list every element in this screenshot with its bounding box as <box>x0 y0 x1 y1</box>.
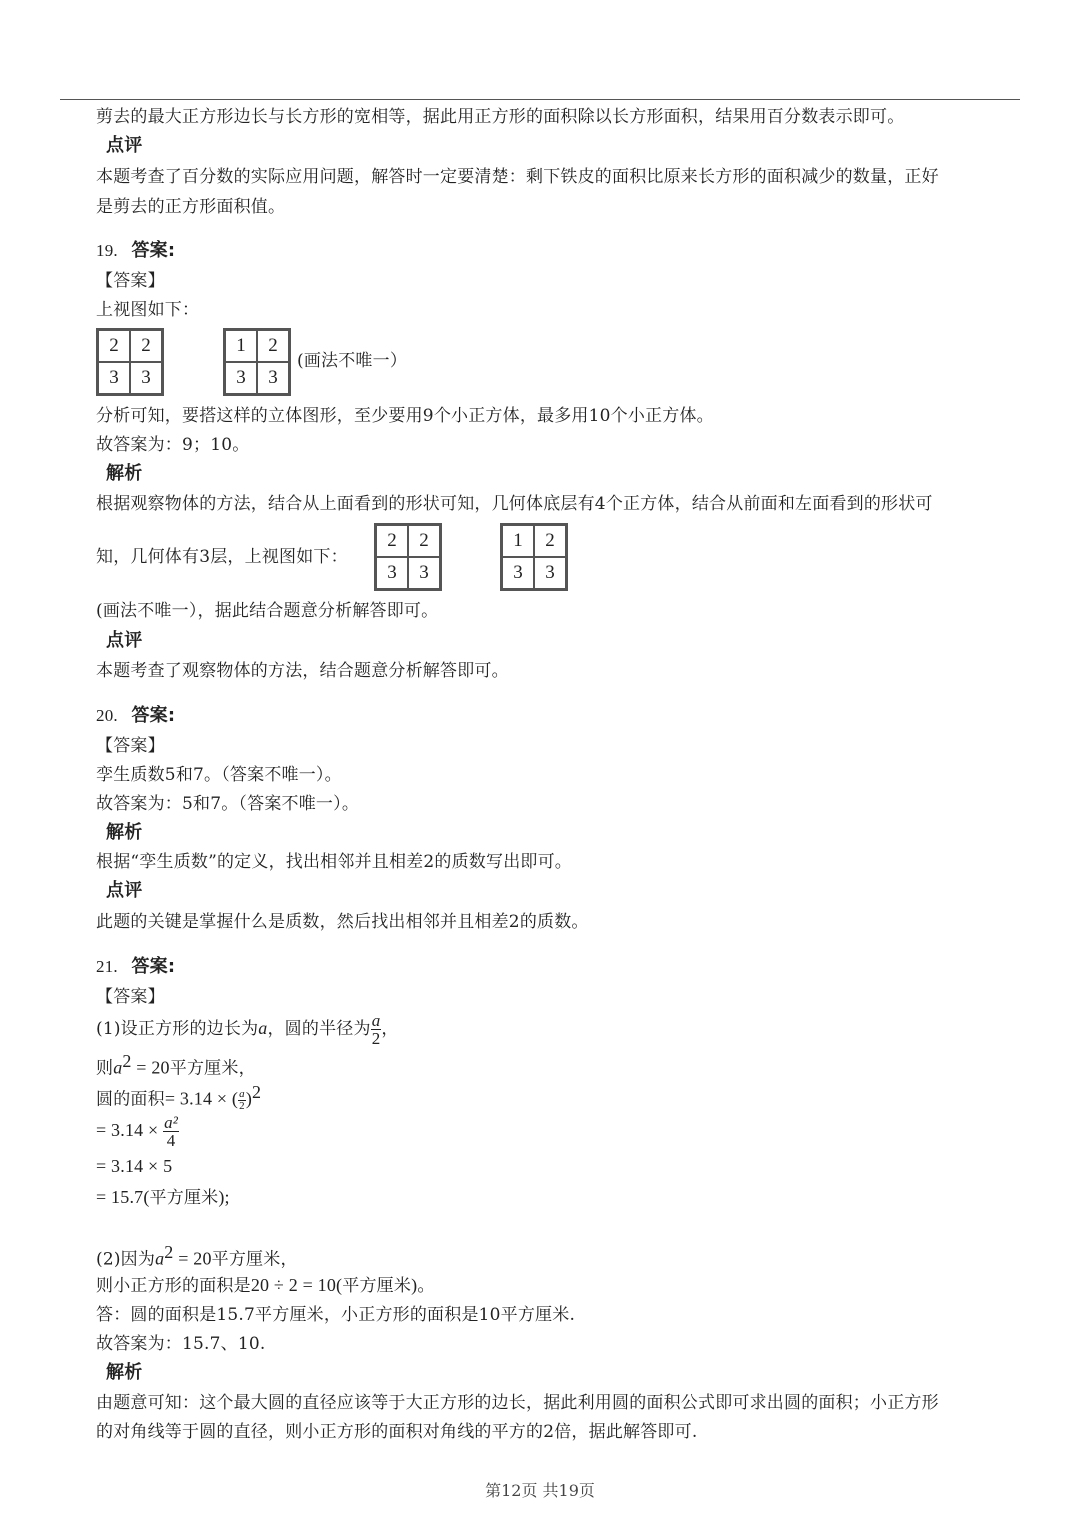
grid-cell: 2 <box>130 330 162 362</box>
page-number-footer: 第12页 共19页 <box>485 1481 595 1500</box>
answer-tag: 【答案】 <box>96 736 165 756</box>
question-number: 19. <box>96 241 118 260</box>
paragraph: 根据观察物体的方法，结合从上面看到的形状可知，几何体底层有4个正方体，结合从前面和左面看到的形状可 <box>96 494 933 514</box>
answer-title: 答案: <box>131 705 176 726</box>
math-line <box>96 1050 256 1080</box>
answer-title: 答案: <box>131 240 176 261</box>
grid-cell: 3 <box>98 362 130 394</box>
grid-cell: 3 <box>408 557 440 589</box>
analysis-heading: 解析 <box>106 1362 143 1383</box>
grid-cell: 2 <box>408 525 440 557</box>
equation: = 3.14 × ( <box>164 1088 239 1109</box>
answer-title: 答案: <box>131 956 176 977</box>
numerator: a <box>239 1087 245 1100</box>
question-19-header <box>96 240 175 262</box>
equation: = 15.7( <box>96 1187 150 1207</box>
answer-tag: 【答案】 <box>96 987 165 1007</box>
paragraph: 上视图如下： <box>96 300 200 320</box>
top-view-grid-b <box>223 328 291 396</box>
paragraph: 此题的关键是掌握什么是质数，然后找出相邻并且相差2的质数。 <box>96 912 589 932</box>
variable: a <box>155 1248 165 1269</box>
exponent: 2 <box>252 1082 262 1102</box>
header-rule <box>60 99 1020 100</box>
comment-heading: 点评 <box>106 880 143 901</box>
note: (画法不唯一） <box>297 351 408 371</box>
paragraph: 是剪去的正方形面积值。 <box>96 197 286 217</box>
paragraph: 本题考查了百分数的实际应用问题，解答时一定要清楚：剩下铁皮的面积比原来长方形的面积减少的数量，正好 <box>96 167 939 187</box>
text: 圆的面积 <box>96 1089 165 1110</box>
math-line <box>96 1078 261 1114</box>
grid-cell: 3 <box>534 557 566 589</box>
question-21-header <box>96 956 175 978</box>
paragraph: 故答案为：15.7、10. <box>96 1334 266 1354</box>
grid-cell: 2 <box>376 525 408 557</box>
paragraph: 由题意可知：这个最大圆的直径应该等于大正方形的边长，据此利用圆的面积公式即可求出圆的面积；小正方形 <box>96 1393 939 1413</box>
paragraph: 知，几何体有3层，上视图如下： <box>96 547 348 567</box>
text: 则小正方形的面积是 <box>96 1276 251 1296</box>
exponent: 2 <box>122 1051 132 1071</box>
denominator: 4 <box>166 1131 176 1150</box>
paragraph: 孪生质数5和7。（答案不唯一）。 <box>96 765 342 785</box>
paragraph: 剪去的最大正方形边长与长方形的宽相等，据此用正方形的面积除以长方形面积，结果用百分数表示即可。 <box>96 107 905 127</box>
unit: 平方厘米 <box>149 1188 219 1208</box>
paragraph: 根据“孪生质数”的定义，找出相邻并且相差2的质数写出即可。 <box>96 852 572 872</box>
unit: 平方厘米 <box>342 1276 412 1296</box>
numerator: a² <box>164 1113 179 1132</box>
grid-cell: 2 <box>98 330 130 362</box>
question-number: 21. <box>96 957 118 976</box>
fraction <box>238 1089 246 1112</box>
text: ， <box>381 1019 399 1039</box>
paragraph: 本题考查了观察物体的方法，结合题意分析解答即可。 <box>96 661 509 681</box>
variable: a <box>113 1057 123 1078</box>
paragraph: (画法不唯一），据此结合题意分析解答即可。 <box>96 601 439 621</box>
exponent: 2 <box>164 1242 174 1262</box>
grid-cell: 3 <box>502 557 534 589</box>
grid-cell: 2 <box>257 330 289 362</box>
numerator: a <box>371 1011 381 1030</box>
variable: a <box>258 1018 268 1038</box>
answer-tag: 【答案】 <box>96 271 165 291</box>
grid-cell: 3 <box>225 362 257 394</box>
paragraph: 的对角线等于圆的直径，则小正方形的面积对角线的平方的2倍，据此解答即可. <box>96 1422 698 1442</box>
paragraph: 故答案为：9；10。 <box>96 435 250 455</box>
analysis-heading: 解析 <box>106 822 143 843</box>
grid-cell: 1 <box>502 525 534 557</box>
paragraph: 故答案为：5和7。（答案不唯一）。 <box>96 794 360 814</box>
grid-cell: 3 <box>130 362 162 394</box>
question-number: 20. <box>96 706 118 725</box>
equation: ) <box>245 1088 253 1109</box>
equation: )。 <box>411 1275 436 1295</box>
text: (2)因为 <box>96 1249 156 1270</box>
grid-cell: 3 <box>257 362 289 394</box>
math-line <box>96 1274 435 1297</box>
comment-heading: 点评 <box>106 630 143 651</box>
comment-heading: 点评 <box>106 135 143 156</box>
math-line <box>96 1241 298 1271</box>
equation: = 20 <box>173 1248 212 1269</box>
top-view-grid-a <box>96 328 164 396</box>
paragraph: 答：圆的面积是15.7平方厘米，小正方形的面积是10平方厘米. <box>96 1305 576 1325</box>
equation: 20 ÷ 2 = 10( <box>250 1275 343 1295</box>
analysis-heading: 解析 <box>106 463 143 484</box>
math-line <box>96 1112 179 1149</box>
grid-cell: 3 <box>376 557 408 589</box>
equation: = 3.14 × <box>96 1120 164 1140</box>
paragraph: 分析可知，要搭这样的立体图形，至少要用9个小正方体，最多用10个小正方体。 <box>96 406 714 426</box>
analysis-grid-b <box>500 523 568 591</box>
math-line <box>96 1012 399 1047</box>
equation: = 3.14 × 5 <box>96 1156 173 1176</box>
grid-cell: 2 <box>534 525 566 557</box>
denominator: 2 <box>239 1099 245 1112</box>
equation: = 20 <box>131 1057 170 1078</box>
equation: ); <box>218 1187 230 1207</box>
question-20-header <box>96 705 175 727</box>
text: (1)设正方形的边长为 <box>96 1019 259 1039</box>
text: ，圆的半径为 <box>267 1019 371 1039</box>
fraction <box>163 1114 179 1149</box>
text: 则 <box>96 1058 114 1079</box>
grid-cell: 1 <box>225 330 257 362</box>
unit: 平方厘米， <box>169 1058 256 1079</box>
fraction <box>371 1012 382 1047</box>
math-line <box>96 1186 230 1209</box>
denominator: 2 <box>371 1029 381 1048</box>
analysis-grid-a <box>374 523 442 591</box>
unit: 平方厘米， <box>211 1249 298 1270</box>
